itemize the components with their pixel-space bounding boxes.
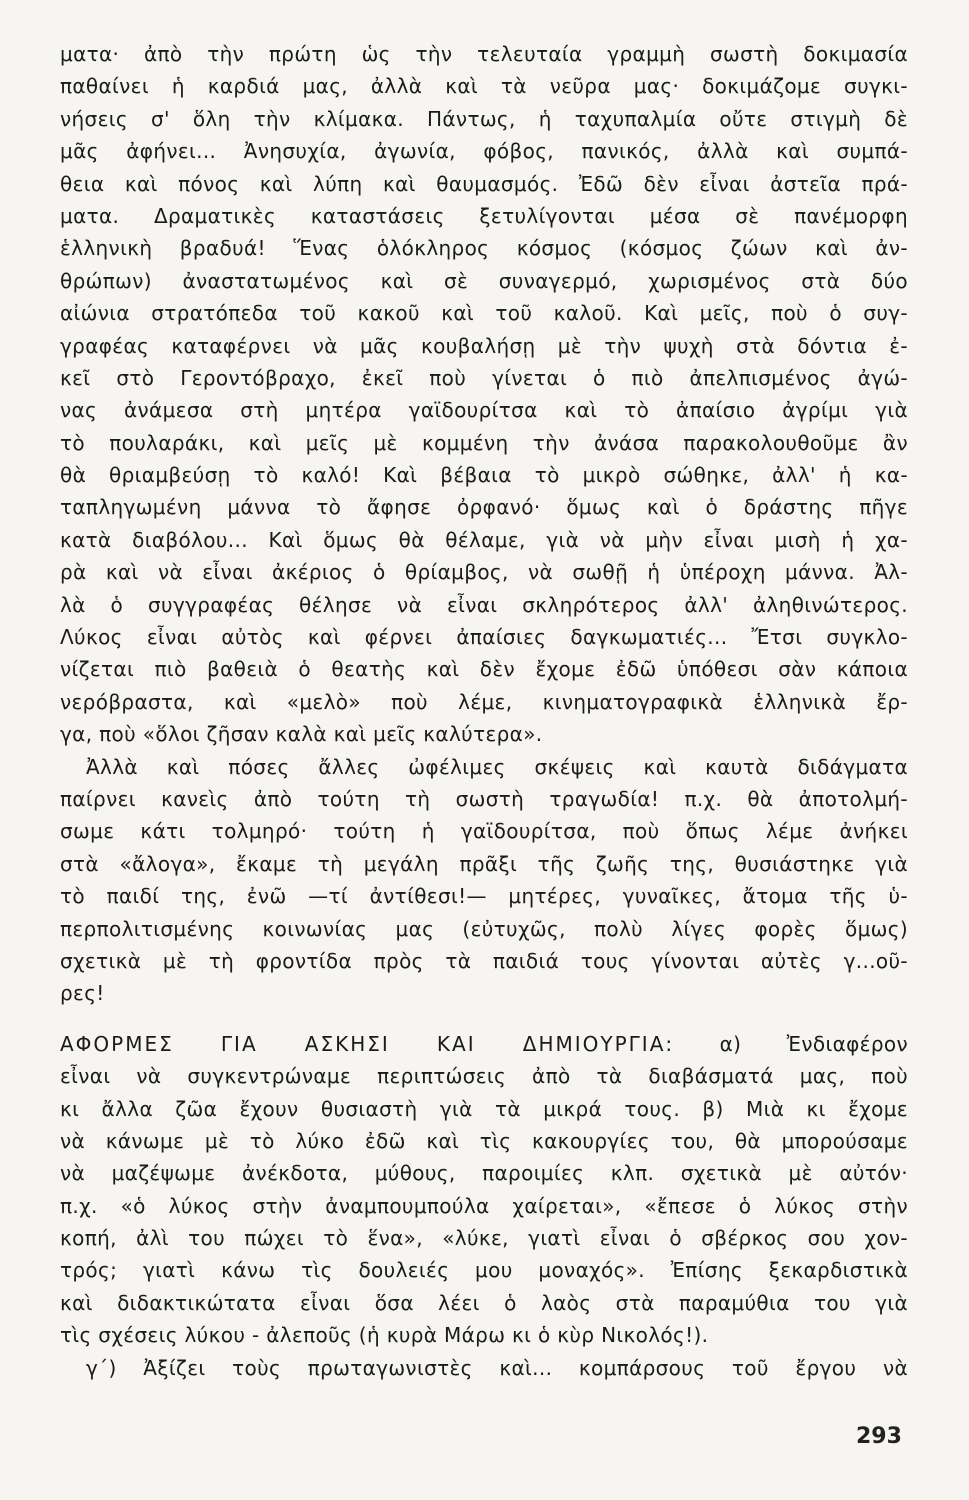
- section-gap: [60, 1010, 908, 1028]
- page-body-text: [60, 38, 908, 1384]
- text-line: σχετικὰ μὲ τὴ φροντίδα πρὸς τὰ παιδιά τους γίνονται αὐτὲς γ...οῦ-: [60, 948, 908, 973]
- text-line: θρώπων) ἀναστατωμένος καὶ σὲ συναγερμό, χωρισμένος στὰ δύο: [60, 268, 908, 293]
- text-line: εἶναι νὰ συγκεντρώναμε περιπτώσεις ἀπὸ τὰ διαβάσματά μας, ποὺ: [60, 1064, 908, 1089]
- text-line: τρός; γιατὶ κάνω τὶς δουλειές μου μοναχός». Ἐπίσης ξεκαρδιστικὰ: [60, 1258, 908, 1283]
- text-line: θὰ θριαμβεύσῃ τὸ καλό! Καὶ βέβαια τὸ μικρὸ σώθηκε, ἀλλ' ἡ κα-: [60, 463, 908, 488]
- text-line: ματα. Δραματικὲς καταστάσεις ξετυλίγονται μέσα σὲ πανέμορφη: [60, 203, 908, 228]
- text-line: ματα· ἀπὸ τὴν πρώτη ὡς τὴν τελευταία γραμμὴ σωστὴ δοκιμασία: [60, 42, 908, 66]
- text-line: σωμε κάτι τολμηρό· τούτη ἡ γαϊδουρίτσα, ποὺ ὅπως λέμε ἀνήκει: [60, 819, 908, 844]
- text-line: νερόβραστα, καὶ «μελὸ» ποὺ λέμε, κινηματογραφικὰ ἑλληνικὰ ἔρ-: [60, 689, 908, 714]
- text-line: νίζεται πιὸ βαθειὰ ὁ θεατὴς καὶ δὲν ἔχομε ἐδῶ ὑπόθεσι σὰν κάποια: [60, 657, 908, 682]
- text-line: ρὰ καὶ νὰ εἶναι ἀκέριος ὁ θρίαμβος, νὰ σωθῇ ἡ ὑπέροχη μάννα. Ἀλ-: [60, 560, 908, 585]
- page-number: 293: [856, 1424, 902, 1449]
- text-line: νὰ κάνωμε μὲ τὸ λύκο ἐδῶ καὶ τὶς κακουργίες του, θὰ μπορούσαμε: [60, 1128, 908, 1153]
- text-line: ἑλληνικὴ βραδυά! Ἕνας ὁλόκληρος κόσμος (κόσμος ζώων καὶ ἀν-: [60, 236, 908, 261]
- section-first-line-rest: α) Ἐνδιαφέρον: [719, 1031, 908, 1056]
- text-line: νας ἀνάμεσα στὴ μητέρα γαϊδουρίτσα καὶ τὸ ἀπαίσιο ἀγρίμι γιὰ: [60, 398, 908, 423]
- section-heading-line: [60, 1028, 908, 1060]
- text-line: τὶς σχέσεις λύκου - ἀλεποῦς (ἡ κυρὰ Μάρω κι ὁ κὺρ Νικολός!).: [60, 1323, 709, 1348]
- text-line: κατὰ διαβόλου... Καὶ ὅμως θὰ θέλαμε, γιὰ νὰ μὴν εἶναι μισὴ ἡ χα-: [60, 527, 908, 552]
- text-line: λὰ ὁ συγγραφέας θέλησε νὰ εἶναι σκληρότερος ἀλλ' ἀληθινώτερος.: [60, 592, 908, 617]
- text-line: περπολιτισμένης κοινωνίας μας (εὐτυχῶς, πολὺ λίγες φορὲς ὅμως): [60, 916, 908, 941]
- text-line: καὶ διδακτικώτατα εἶναι ὅσα λέει ὁ λαὸς στὰ παραμύθια του γιὰ: [60, 1290, 908, 1315]
- text-line: π.χ. «ὁ λύκος στὴν ἀναμπουμπούλα χαίρεται», «ἔπεσε ὁ λύκος στὴν: [60, 1193, 908, 1218]
- section-heading: ΑΦΟΡΜΕΣ ΓΙΑ ΑΣΚΗΣΙ ΚΑΙ ΔΗΜΙΟΥΡΓΙΑ:: [60, 1031, 675, 1056]
- text-line: Λύκος εἶναι αὐτὸς καὶ φέρνει ἀπαίσιες δαγκωματιές... Ἔτσι συγκλο-: [60, 625, 908, 650]
- text-line: κι ἄλλα ζῶα ἔχουν θυσιαστὴ γιὰ τὰ μικρά τους. β) Μιὰ κι ἔχομε: [60, 1096, 908, 1121]
- text-line: Ἀλλὰ καὶ πόσες ἄλλες ὠφέλιμες σκέψεις καὶ καυτὰ διδάγματα: [86, 754, 908, 779]
- text-line: τὸ πουλαράκι, καὶ μεῖς μὲ κομμένη τὴν ἀνάσα παρακολουθοῦμε ἂν: [60, 430, 908, 455]
- text-line: παθαίνει ἡ καρδιά μας, ἀλλὰ καὶ τὰ νεῦρα μας· δοκιμάζομε συγκι-: [60, 74, 908, 99]
- text-line: γα, ποὺ «ὅλοι ζῆσαν καλὰ καὶ μεῖς καλύτερα».: [60, 722, 543, 747]
- text-line: κεῖ στὸ Γεροντόβραχο, ἐκεῖ ποὺ γίνεται ὁ πιὸ ἀπελπισμένος ἀγώ-: [60, 365, 908, 390]
- text-line: μᾶς ἀφήνει... Ἀνησυχία, ἀγωνία, φόβος, πανικός, ἀλλὰ καὶ συμπά-: [60, 139, 908, 164]
- text-line: γραφέας καταφέρνει νὰ μᾶς κουβαλήσῃ μὲ τὴν ψυχὴ στὰ δόντια ἐ-: [60, 333, 908, 358]
- text-line: κοπή, ἀλὶ του πώχει τὸ ἕνα», «λύκε, γιατὶ εἶναι ὁ σβέρκος σου χον-: [60, 1226, 908, 1251]
- text-line: παίρνει κανεὶς ἀπὸ τούτη τὴ σωστὴ τραγωδία! π.χ. θὰ ἀποτολμή-: [60, 786, 908, 811]
- text-line: νήσεις σ' ὅλη τὴν κλίμακα. Πάντως, ἡ ταχυπαλμία οὔτε στιγμὴ δὲ: [60, 106, 908, 131]
- text-line: τὸ παιδί της, ἐνῶ —τί ἀντίθεσι!— μητέρες, γυναῖκες, ἄτομα τῆς ὑ-: [60, 884, 908, 909]
- text-line: ρες!: [60, 981, 105, 1006]
- text-line: γ΄) Ἀξίζει τοὺς πρωταγωνιστὲς καὶ... κομπάρσους τοῦ ἔργου νὰ: [86, 1355, 908, 1380]
- text-line: ταπληγωμένη μάννα τὸ ἄφησε ὀρφανό· ὅμως καὶ ὁ δράστης πῆγε: [60, 495, 908, 520]
- text-line: στὰ «ἄλογα», ἔκαμε τὴ μεγάλη πρᾶξι τῆς ζωῆς της, θυσιάστηκε γιὰ: [60, 851, 908, 876]
- text-line: θεια καὶ πόνος καὶ λύπη καὶ θαυμασμός. Ἐδῶ δὲν εἶναι ἀστεῖα πρά-: [60, 171, 908, 196]
- text-line: νὰ μαζέψωμε ἀνέκδοτα, μύθους, παροιμίες κλπ. σχετικὰ μὲ αὐτόν·: [60, 1161, 908, 1186]
- text-line: αἰώνια στρατόπεδα τοῦ κακοῦ καὶ τοῦ καλοῦ. Καὶ μεῖς, ποὺ ὁ συγ-: [60, 301, 908, 326]
